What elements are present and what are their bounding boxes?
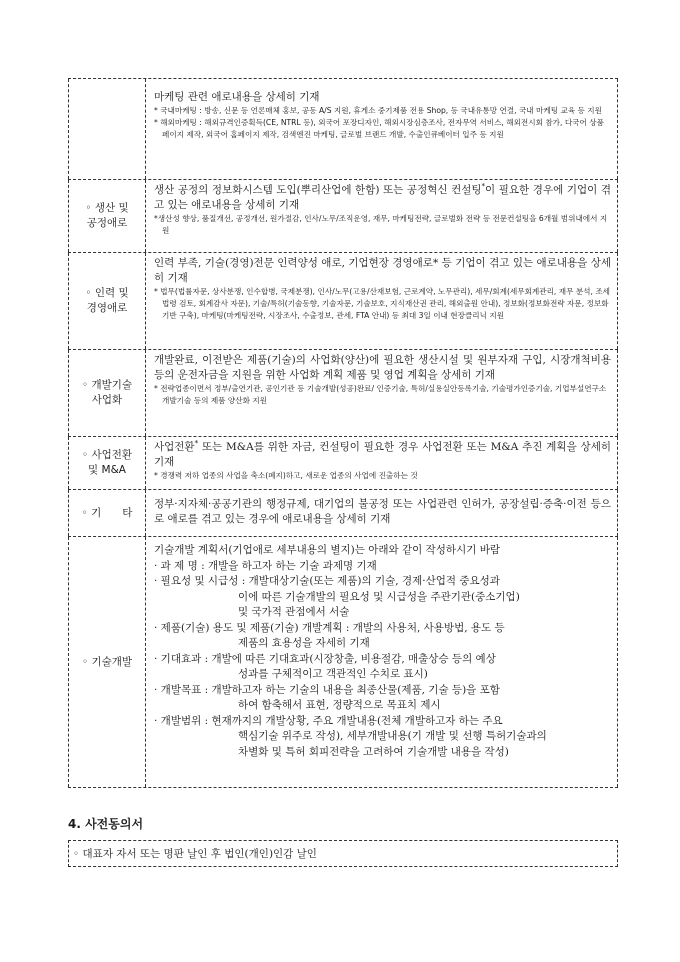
section-note: * 법무(법률자문, 상사분쟁, 인수합병, 국제분쟁), 인사/노무(고용/산재보험, 근로계약, 노무관리), 세무/회계(세무회계관리, 재무 분석, 조세법령 검토, 회계감사 자문), 기술/특허(기술동향, 기술자문, 기술보호, 지식재산권 관리, 해외출원 안내), 정보화(정보화전략 자문, 정보화기반 구축), 마케팅(마케팅전략, 시장조사, 수출정보, 관세, FTA 안내) 등 최대 3일 이내 현장클리닉 지원 (154, 287, 611, 320)
section-workforce (68, 253, 618, 350)
section-note: * 전략업종이면서 정부/출연기관, 공인기관 등 기술개발(성공)완료/ 인증기술, 특허/실용실안등록기술, 기술평가인증기술, 기업부설연구소 개발기술 등의 제품 양산화 지원 (154, 384, 607, 405)
section-label (68, 537, 146, 787)
section-production (68, 180, 618, 253)
section-label-line: ◦ 기 타 (81, 506, 133, 519)
section-label-line: 경영애로 (86, 302, 128, 314)
tech-line: 기술개발 계획서(기업애로 세부내용의 별지)는 아래와 같이 작성하시기 바람 (154, 544, 500, 556)
section-content (146, 437, 618, 489)
section-note: * 해외마케팅 : 해외규격인증획득(CE, NTRL 등), 외국어 포장디자인, 해외시장심층조사, 전자무역 서비스, 해외전시회 참가, 다국어 상품페이지 제작, 외국어 홈페이지 제작, 검색엔진 마케팅, 글로벌 브랜드 개발, 수출인큐베이터 입주 등 지원 (154, 118, 604, 139)
tech-line: 성과를 구체적이고 객관적인 수치로 표시) (238, 668, 428, 680)
section-main-text: 생산 공정의 정보화시스템 도입(뿌리산업에 한함) 또는 공정혁신 컨설팅*이 필요한 경우에 기업이 겪고 있는 애로내용을 상세히 기재 (154, 182, 611, 211)
consent-text: ◦ 대표자 자서 또는 명판 날인 후 법인(개인)인감 날인 (73, 848, 317, 860)
section-label (68, 437, 146, 489)
tech-line: · 개발목표 : 개발하고자 하는 기술의 내용을 최종산물(제품, 기술 등)을 포함 (154, 683, 500, 696)
section-label (68, 350, 146, 436)
section-content (146, 180, 618, 252)
section-business-conversion (68, 437, 618, 490)
tech-line: · 필요성 및 시급성 : 개발대상기술(또는 제품)의 기술, 경제·산업적 중요성과 (154, 575, 500, 587)
section-note: *생산성 향상, 품질개선, 공정개선, 원가절감, 인사/노무/조직운영, 재무, 마케팅전략, 글로벌화 전략 등 전문컨설팅을 6개월 범위내에서 지원 (154, 214, 608, 235)
consent-heading: 4. 사전동의서 (68, 817, 144, 831)
section-label-line: ◦ 인력 및 (85, 287, 129, 299)
tech-line: · 기대효과 : 개발에 따른 기대효과(시장창출, 비용절감, 매출상승 등의 예상 (154, 652, 496, 665)
section-note: * 국내마케팅 : 방송, 신문 등 언론매체 홍보, 공동 A/S 지원, 휴게소 중기제품 전용 Shop, 등 국내유통망 연결, 국내 마케팅 교육 등 지원 (154, 106, 602, 115)
section-label (68, 180, 146, 252)
section-content (146, 490, 618, 536)
section-main-text: 마케팅 관련 애로내용을 상세히 기재 (154, 91, 320, 103)
consent-box (68, 840, 618, 867)
section-main-text: 정부·지자체·공공기관의 행정규제, 대기업의 불공정 또는 사업관련 인허가, 공장설립·증축·이전 등으로 애로를 겪고 있는 경우에 애로내용을 상세히 기재 (154, 498, 611, 525)
tech-line: · 개발범위 : 현재까지의 개발상황, 주요 개발내용(전체 개발하고자 하는 주요 (154, 714, 503, 727)
tech-line: 및 국가적 관점에서 서술 (238, 606, 350, 618)
section-label-line: ◦ 생산 및 (85, 202, 129, 214)
section-label (68, 253, 146, 349)
section-label-line: 및 M&A (88, 464, 126, 476)
section-content (146, 350, 618, 436)
tech-line: 제품의 효용성을 자세히 기재 (238, 637, 370, 649)
tech-line: 이에 따른 기술개발의 필요성 및 시급성을 주관기관(중소기업) (238, 590, 520, 603)
section-content (146, 79, 618, 179)
tech-line: 핵심기술 위주로 작성), 세부개발내용(기 개발 및 선행 특허기술과의 (238, 730, 547, 742)
tech-line: · 과 제 명 : 개발을 하고자 하는 기술 과제명 기재 (154, 559, 377, 572)
section-label-line: 사업화 (91, 394, 123, 406)
section-other (68, 490, 618, 537)
section-marketing (68, 79, 618, 180)
section-content (146, 537, 618, 787)
section-label-line: ◦ 기술개발 (81, 655, 133, 668)
section-commercialization (68, 350, 618, 437)
section-content (146, 253, 618, 349)
tech-line: 차별화 및 특허 회피전략을 고려하여 기술개발 내용을 작성) (238, 745, 509, 758)
section-tech-development (68, 537, 618, 788)
section-label (68, 79, 146, 179)
tech-line: 하여 함축해서 표현, 정량적으로 목표치 제시 (238, 699, 441, 711)
tech-line: · 제품(기술) 용도 및 제품(기술) 개발계획 : 개발의 사용처, 사용방법, 용도 등 (154, 621, 505, 634)
section-note: * 경쟁력 저하 업종의 사업을 축소(폐지)하고, 새로운 업종의 사업에 진출하는 것 (154, 471, 418, 480)
section-label (68, 490, 146, 536)
section-main-text: 인력 부족, 기술(경영)전문 인력양성 애로, 기업현장 경영애로* 등 기업이 겪고 있는 애로내용을 상세히 기재 (154, 257, 611, 284)
section-main-text: 개발완료, 이전받은 제품(기술)의 사업화(양산)에 필요한 생산시설 및 원부자재 구입, 시장개척비용 등의 운전자금을 지원을 위한 사업화 계획 제품 및 영업 계획을 상세히 기재 (154, 354, 611, 381)
section-label-line: 공정애로 (86, 217, 128, 229)
issue-table (68, 78, 618, 788)
section-label-line: ◦ 개발기술 (81, 379, 133, 391)
section-label-line: ◦ 사업전환 (81, 449, 133, 461)
section-main-text: 사업전환* 또는 M&A를 위한 자금, 컨설팅이 필요한 경우 사업전환 또는 M&A 추진 계획을 상세히 기재 (154, 439, 611, 468)
